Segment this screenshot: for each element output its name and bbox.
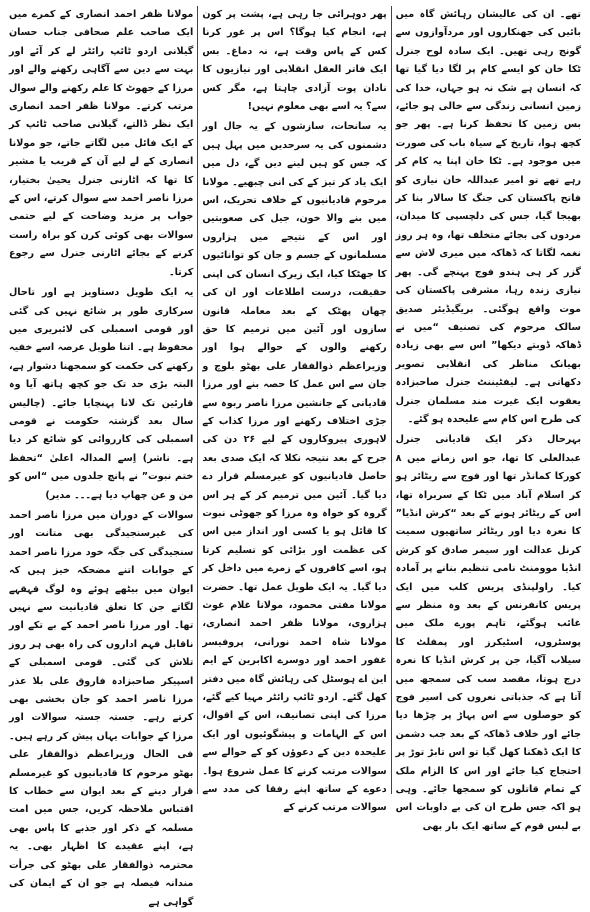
column-left bbox=[5, 6, 198, 908]
paragraph: یہ سانحات، سازشوں کے یہ جال اور دشمنوں کی یہ سرحدیں میں پہل ہیں کہ جس کو ہیں لینے دیں گے، دل میں ایک یاد کر تیز کے کی انی چبھیے۔ مولانا مرحوم قادیانیوں کے خلاف تحریک، اس میں بنے والا خون، جیل کی صعوبتیں اور اس کے نتیجے میں ہزاروں مسلمانوں کے جسم و جان کو توانائیوں کا جھٹکا کیا، ایک زیرک انسان کی اپنی حقیقت، درست اطلاعات اور ان کی چھان پھٹک کے بعد معاملہ قانون سازوں اور آئین میں ترمیم کا حق رکھنے والوں کے حوالے ہوا اور وزیراعظم ذوالفقار علی بھٹو بلوچ و جان سے اس عمل کا حصہ بنے اور مرزا قادیانی کے جانشین مرزا ناصر ربوہ سے جڑی اختلاف رکھنے اور مرزا کذاب کے لاہوری پیروکاروں کے لیے ۲۶ دن کی جرح کے بعد نتیجہ نکلا کہ ایک صدی بعد حاصل قادیانیوں کو غیرمسلم قرار دے دیا گیا۔ آئین میں ترمیم کر کے ہر اس گروہ کو خواہ وہ مرزا کو جھوٹی نبوت کا قائل ہو یا کسی اور انداز میں اس کی عظمت اور بڑائی کو تسلیم کرتا ہو، اسے کافروں کے زمرے میں داخل کر دیا گیا۔ یہ ایک طویل عمل تھا۔ حضرت مولانا مفتی محمود، مولانا غلام غوث ہزاروی، مولانا ظفر احمد انصاری، مولانا شاہ احمد نورانی، پروفیسر غفور احمد اور دوسرے اکابرین کے ایم این اے ہوسٹل کی رہائش گاہ میں دفتر کھل گئے۔ اردو ٹائپ رائٹر مہیا کیے گئے، مرزا کی اپنی تصانیف، اس کے اقوال، اس کے الہامات و پیشگوئیوں اور ایک علیحدہ دین کے دعوؤں کو کے حوالے سے سوالات مرتب کرنے کا عمل شروع ہوا۔ دعوے کے ساتھ اپنے رفقا کی مدد سے سوالات مرتب کرنے کے bbox=[202, 121, 387, 814]
paragraph: تھے۔ ان کی عالیشان رہائش گاہ میں بائیں کی جھنکاروں اور مردآوازوں سے گونج رہی تھیں۔ ایک سادہ لوح جنرل ٹکا خان کو ایسے کام پر لگا دیا گیا تھا کہ انسان ہے شک نہ ہو جہاں، خدا کی زمین انسانی زندگی سے خالی ہو جائے، بس زمین کا تحفظ کرنا ہے۔ پھر جو کچھ ہوا، تاریخ کے سیاہ باب کی صورت میں موجود ہے۔ ٹکا خان اپنا یہ کام کر رہے تھے تو امیر عبداللہ خان نیازی کو فاتح پاکستان کی جنگ کا سالار بنا کر بھیجا گیا، جس کی دلچسپی کا میدان، مردوں کی بجائے متخلف تھا، وہ ہر روز نغمہ لگاتا کہ ڈھاکہ میں میری لاش سے گزر کر ہی ہندو فوج پہنچے گی۔ پھر نیازی زندہ رہا، مشرقی پاکستان کی موت واقع ہوگئی۔ بریگیڈیئر صدیق سالک مرحوم کی تصنیف “میں نے ڈھاکہ ڈوبتے دیکھا” اس سے بھی زیادہ بھیانک مناظر کی انقلابی تصویر دکھاتی ہے۔ لیفٹیننٹ جنرل صاحبزادہ یعقوب ایک غیرت مند مسلمان جنرل کی طرح اس کام سے علیحدہ ہو گئے۔ bbox=[395, 9, 581, 425]
paragraph: بہرحال ذکر ایک قادیانی جنرل عبدالعلی کا تھا، جو اس زمانے میں ۸ کورکا کمانڈر تھا اور فوج سے ریٹائر ہو کر اسلام آباد میں ٹکا کے سربراہ تھا، اس کے ریٹائر ہونے کے بعد “کرش انڈیا” کا نعرہ دیا اور ریٹائر ساتھیوں سمیت کرنل عدالت اور سیمر صادق کو کرش انڈیا موومنٹ نامی تنظیم بنانے پر آمادہ کیا۔ راولپنڈی پریس کلب میں ایک پریس کانفرنس کے بعد وہ منظر سے غائب ہوگئے، تاہم پورے ملک میں پوسٹروں، اسٹیکرز اور پمفلٹ کا سیلاب آگیا، جن پر کرش انڈیا کا نعرہ درج ہوتا، مقصد سب کی سمجھ میں آتا ہے کہ جذباتی نعروں کی اسیر فوج کو حوصلوں سے اس پہاڑ پر چڑھا دیا جائے اور خلاف ڈھاکہ کے بعد جب دشمن کا ایک ڈھکنا کھل گیا تو اس تابڑ توڑ پر احتجاج کیا جائے اور اس کا الزام ملک کے تمام قاتلوں کو سمجھا جائے۔ وہی ہو اکہ جس طرح ان کی بے داوبات اس بے لبس قوم کے ساتھ ایک بار بھی bbox=[395, 434, 581, 832]
paragraph: پھر دوہرائی جا رہی ہے، پشت پر کون ہے، انجام کیا ہوگا؟ اس پر غور کرنا کس کے پاس وقت ہے، نہ دماغ۔ بس ایک فاتر العقل انقلابی اور نیازیوں کا نادان پوت آزادی چاہتا ہے، مگر کس سے؟ یہ اسے بھی معلوم نہیں! bbox=[202, 9, 387, 113]
paragraph: سوالات کے دوران میں مرزا ناصر احمد کی غیرسنجیدگی بھی متانت اور سنجیدگی کی جگہ خود مرزا ناصر احمد کے جوابات اتنے مضحکہ خیز ہیں کہ ایوان میں بیٹھے ہوئے وہ لوگ قہقہے لگاتے جن کا تعلق قادیانیت سے نہیں تھا۔ اور مرزا ناصر احمد کے بے تکے اور ناقابل فہم اداروں کی راہ بھی ہر روز تلاش کی گئی۔ قومی اسمبلی کے اسپیکر صاحبزادہ فاروق علی بلا عذر مرزا ناصر احمد کو جان بخشی بھی کرتے رہے۔ جستہ جستہ سوالات اور مرزا کے جوابات یہاں پیش کر رہے ہیں۔ فی الحال وزیراعظم ذوالفقار علی بھٹو مرحوم کا قادیانیوں کو غیرمسلم قرار دینے کے بعد ایوان سے خطاب کا اقتباس ملاحظہ کریں، جس میں امت مسلمہ کے ذکر اور جذبے کا پاس بھی ہے، اپنے عقیدے کا اظہار بھی۔ یہ محترمہ ذوالفقار علی بھٹو کی جرأت مندانہ فیصلہ ہے جو ان کے ایمان کی گواہی ہے bbox=[8, 509, 194, 908]
paragraph: یہ ایک طویل دستاویز ہے اور تاحال سرکاری طور پر شائع نہیں کی گئی اور قومی اسمبلی کی لائبریری میں محفوظ ہے۔ اتنا طویل عرصہ اسے خفیہ رکھنے کی حکمت کو سمجھنا دشوار ہے، البتہ بڑی حد تک جو کچھ ہاتھ آیا وہ قارئین تک لانا پہنچایا جائے۔ (چالیس سال بعد گزشتہ حکومت نے قومی اسمبلی کی کارروائی کو شائع کر دیا ہے۔ ناشر) اِسے المدالہ اعلیٰ “تحفظ ختم نبوت” نے پانچ جلدوں میں “اس کو من و عن چھاپ دیا ہے۔۔۔ مدیر) bbox=[8, 287, 194, 501]
paragraph: مولانا ظفر احمد انصاری کے کمرے میں ایک صاحب علم صحافی جناب حسان گیلانی اردو ٹائپ رائٹر لے کر آئے اور بہت سے دین سے آگاہی رکھنے والے اور مرزا کے جھوٹ کا علم رکھنے والے سوال مرتب کرتے۔ مولانا ظفر احمد انصاری ایک نظر ڈالتے، گیلانی صاحب ٹائپ کر کے ایک فائل میں لگاتے جاتے، جو مولانا انصاری کے لے لیے آن کے قریب یا مشیر کا تھا کہ اٹارنی جنرل یحییٰ بختیار، مرزا ناصر احمد سے سوال کرتے، اس کے جواب پر مزید وضاحت کے لیے حتمی سوالات بھی کوئی کرن کو براہ راست کرنے کے بجائے اٹارنی جنرل سے رجوع کرتا۔ bbox=[8, 9, 194, 278]
column-middle bbox=[198, 6, 391, 814]
column-right bbox=[392, 6, 585, 832]
